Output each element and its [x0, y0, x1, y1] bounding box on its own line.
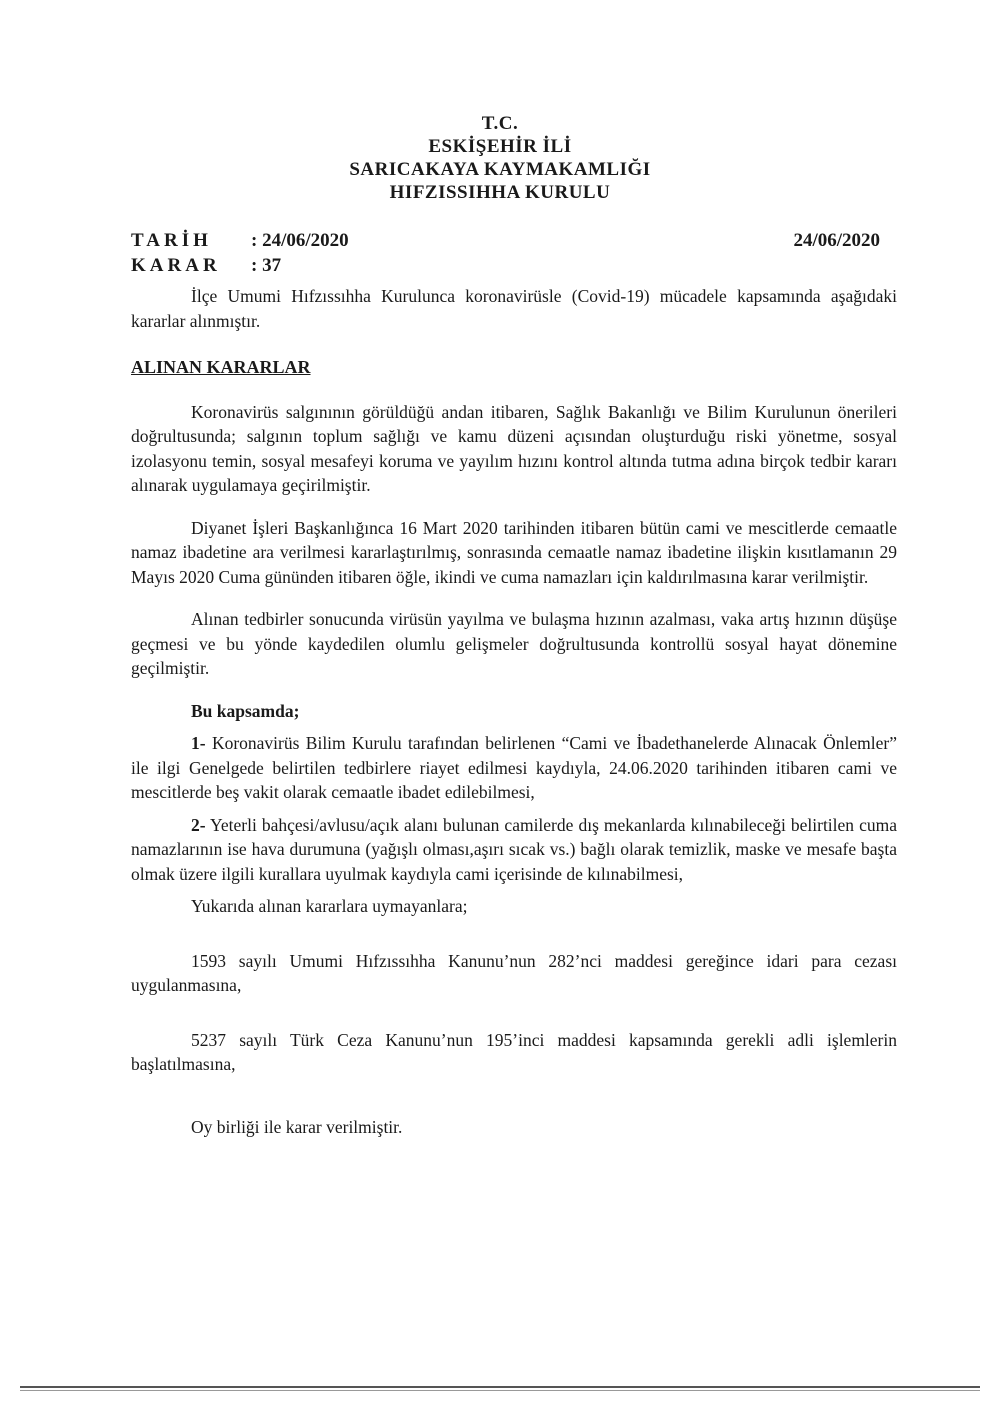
- date-label: TARİH: [131, 230, 212, 251]
- meta-date-row: [131, 228, 349, 253]
- decision-meta: [131, 228, 349, 278]
- paragraph-4: Yukarıda alınan kararlara uymayanlara;: [191, 896, 468, 916]
- paragraph-2: Diyanet İşleri Başkanlığınca 16 Mart 2020 tarihinden itibaren bütün cami ve mescitlerde cemaatle namaz ibadetine ara verilmesi kararlaştırılmış, sonrasında cemaatle namaz ibadetine ilişkin kısıtlamanın 29 Mayıs 2020 Cuma gününden itibaren öğle, ikindi ve cuma namazları için kaldırılmasına karar verilmiştir.: [131, 517, 897, 587]
- item-1-text: Koronavirüs Bilim Kurulu tarafından belirlenen “Cami ve İbadethanelerde Alınacak Önlemler” ile ilgi Genelgede belirtilen tedbirlere riayet edilmesi kaydıyla, 24.06.2020 tarihinden itibaren cami ve mescitlerde beş vakit olarak cemaatle ibadet edilebilmesi,: [131, 733, 897, 802]
- decision-item-1: [131, 731, 897, 805]
- paragraph-5: 1593 sayılı Umumi Hıfzıssıhha Kanunu’nun 282’nci maddesi gereğince idari para cezası uygulanmasına,: [131, 950, 897, 995]
- paragraph-6: 5237 sayılı Türk Ceza Kanunu’nun 195’inci maddesi kapsamında gerekli adli işlemlerin başlatılmasına,: [131, 1029, 897, 1074]
- header-line-province: ESKİŞEHİR İLİ: [428, 136, 572, 157]
- closing-statement: Oy birliği ile karar verilmiştir.: [191, 1116, 403, 1137]
- footer-divider-secondary: [20, 1390, 980, 1391]
- item-1-number: 1-: [191, 733, 206, 753]
- meta-decision-row: [131, 253, 349, 278]
- paragraph-3: Alınan tedbirler sonucunda virüsün yayılma ve bulaşma hızının azalması, vaka artış hızının düşüşe geçmesi ve bu yönde kaydedilen olumlu gelişmeler doğrultusunda kontrollü sosyal hayat dönemine geçilmiştir.: [131, 609, 897, 678]
- header-line-district: SARICAKAYA KAYMAKAMLIĞI: [349, 159, 651, 180]
- scope-title: Bu kapsamda;: [191, 700, 300, 721]
- paragraph-1: Koronavirüs salgınının görüldüğü andan itibaren, Sağlık Bakanlığı ve Bilim Kurulunun önerileri doğrultusunda; salgının toplum sağlığı ve kamu düzeni açısından oluşturduğu riski yönetme, sosyal izolasyonu temin, sosyal mesafeyi koruma ve yayılım hızını kontrol altında tutma adına birçok tedbir kararı alınarak uygulamaya geçirilmiştir.: [131, 401, 897, 495]
- footer-divider: [20, 1386, 980, 1388]
- decision-value: : 37: [251, 255, 282, 276]
- section-title: ALINAN KARARLAR: [131, 357, 311, 377]
- date-value: : 24/06/2020: [251, 230, 349, 251]
- date-right: 24/06/2020: [793, 230, 880, 251]
- item-2-text: Yeterli bahçesi/avlusu/açık alanı bulunan camilerde dış mekanlarda kılınabileceği belirtilen cuma namazlarının ise hava durumuna (yağışlı olması,aşırı sıcak vs.) bağlı olarak temizlik, maske ve mesafe başta olmak üzere ilgili kurallara uyulmak kaydıyla cami içerisinde de kılınabilmesi,: [131, 814, 897, 884]
- document-body: [131, 284, 897, 1139]
- header-line-tc: T.C.: [481, 113, 519, 134]
- decision-label: KARAR: [131, 255, 221, 276]
- item-2-number: 2-: [191, 814, 206, 835]
- decision-item-2: [131, 813, 897, 887]
- document-header: [0, 112, 1000, 204]
- header-line-board: HIFZISSIHHA KURULU: [389, 182, 611, 203]
- intro-paragraph: İlçe Umumi Hıfzıssıhha Kurulunca koronavirüsle (Covid-19) mücadele kapsamında aşağıdaki kararlar alınmıştır.: [131, 286, 897, 331]
